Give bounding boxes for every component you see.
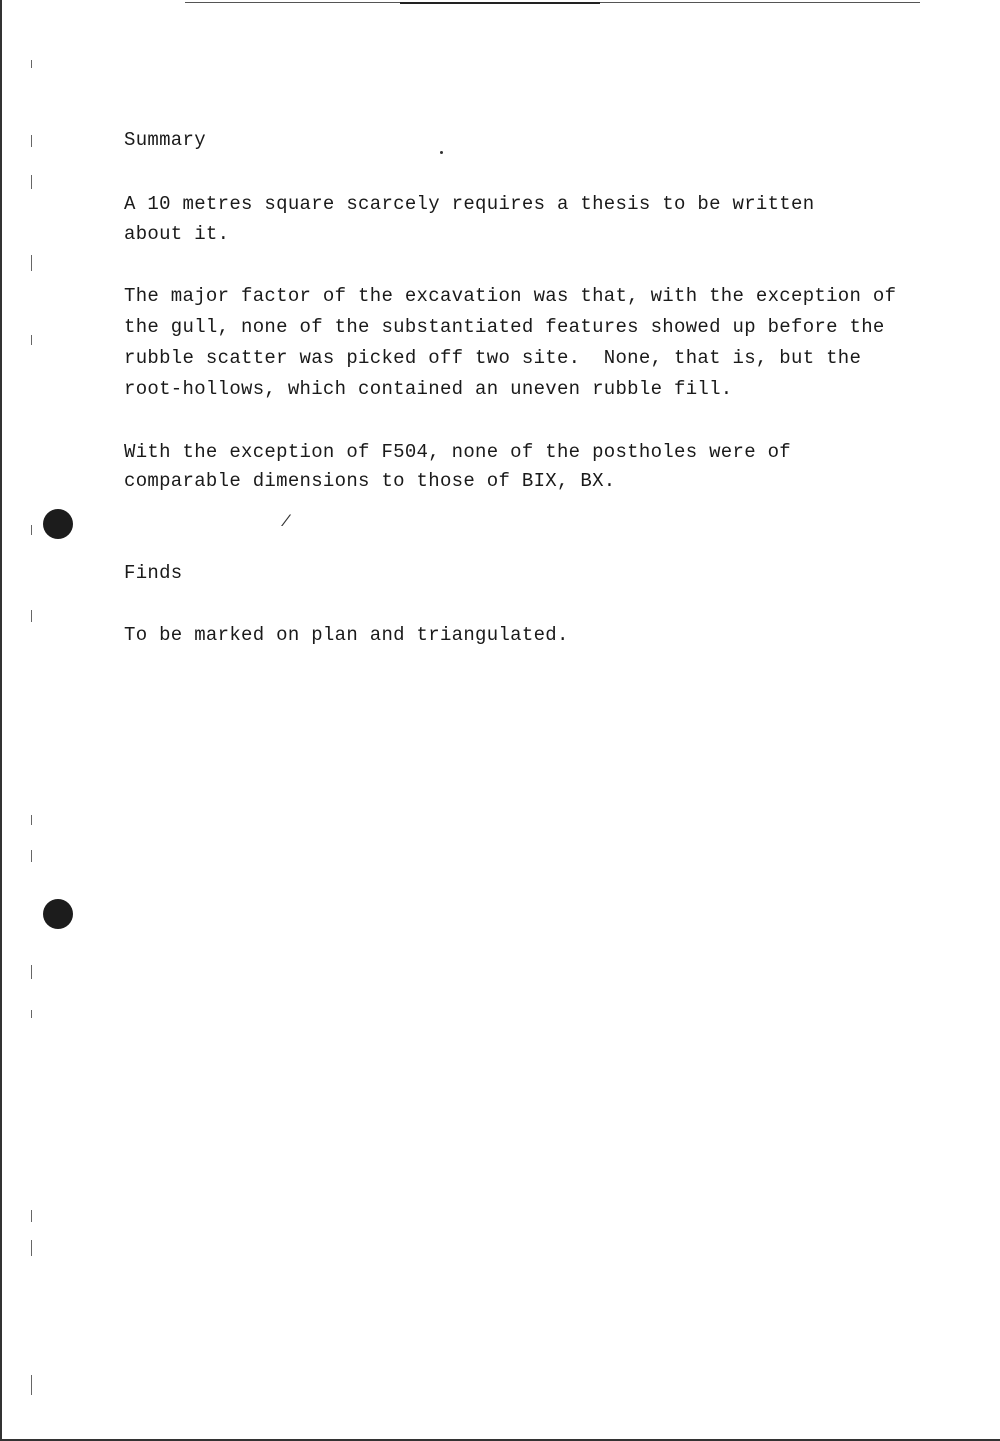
summary-paragraph-2-line-1: The major factor of the excavation was that, with the exception of [124,285,897,307]
margin-mark [31,1210,32,1222]
left-page-edge [0,0,2,1441]
summary-paragraph-2-line-3: rubble scatter was picked off two site. None, that is, but the [124,347,862,369]
margin-mark [31,1375,32,1395]
margin-mark [31,815,32,825]
margin-mark [31,525,32,535]
punch-hole-lower [43,899,73,929]
scan-speck [440,151,443,154]
summary-paragraph-2-line-4: root-hollows, which contained an uneven rubble fill. [124,378,733,400]
summary-paragraph-3-line-1: With the exception of F504, none of the postholes were of [124,441,792,463]
margin-mark [31,1010,32,1018]
top-rule-dark-segment [400,2,600,4]
summary-paragraph-1-line-2: about it. [124,223,230,245]
margin-mark [31,175,32,189]
margin-mark [31,135,32,147]
margin-mark [31,60,32,68]
summary-heading: Summary [124,129,206,151]
summary-paragraph-2-line-2: the gull, none of the substantiated features showed up before the [124,316,885,338]
summary-paragraph-1-line-1: A 10 metres square scarcely requires a thesis to be written [124,193,815,215]
margin-mark [31,965,32,979]
margin-mark [31,610,32,622]
summary-paragraph-3-line-2: comparable dimensions to those of BIX, BX. [124,470,616,492]
margin-mark [31,335,32,345]
punch-hole-upper [43,509,73,539]
margin-mark [31,255,32,271]
margin-mark [31,850,32,862]
finds-paragraph: To be marked on plan and triangulated. [124,624,569,646]
stray-pen-mark: / [281,513,291,531]
margin-mark [31,1240,32,1256]
finds-heading: Finds [124,562,183,584]
